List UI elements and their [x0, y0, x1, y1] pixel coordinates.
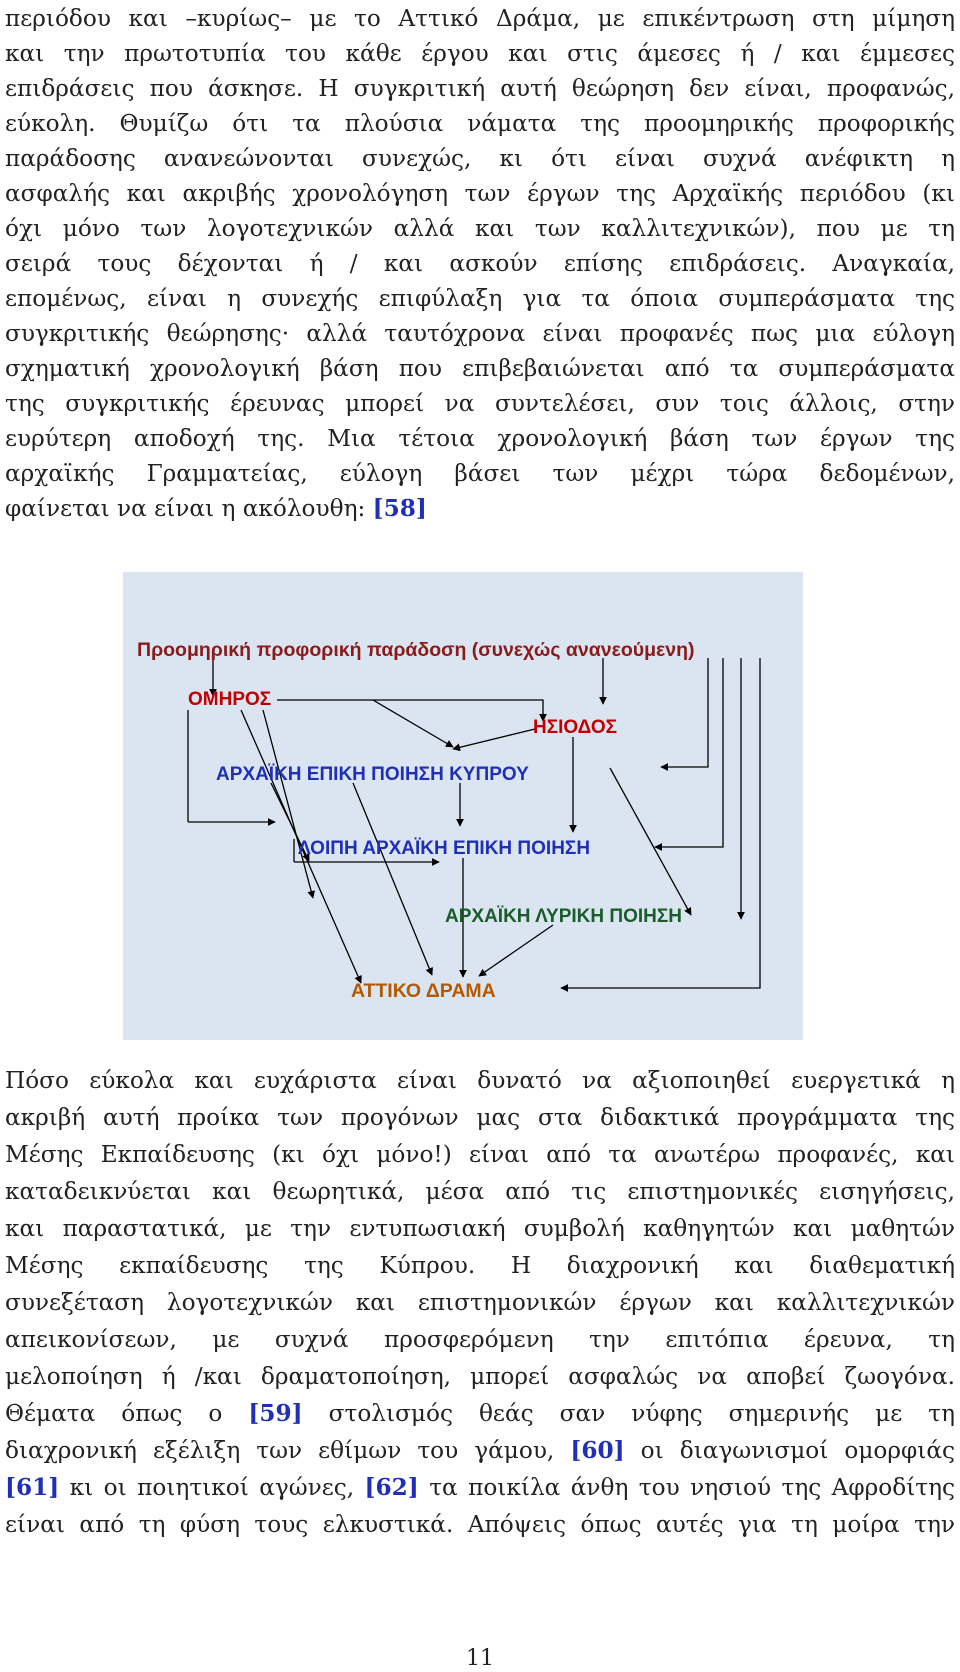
arrow-hesiod-lyric: [610, 768, 691, 915]
text-span: στολισμός θεάς σαν νύφης σημερινής με τη: [302, 1400, 955, 1427]
arrow-tradition-cyprus: [661, 658, 708, 767]
footnote-ref-59[interactable]: [59]: [248, 1400, 303, 1427]
text-span: Θέματα όπως ο: [5, 1400, 249, 1427]
text-line: [5, 1395, 955, 1433]
text-line: Μέσης εκπαίδευσης της Κύπρου. Η διαχρονική και διαθεματική: [5, 1252, 955, 1279]
arrow-cyprus-drama: [353, 783, 432, 975]
arrow-homer-lyric: [263, 710, 313, 898]
node-drama: ΑΤΤΙΚΟ ΔΡΑΜΑ: [351, 980, 496, 1002]
text-line: επιδράσεις που άσκησε. Η συγκριτική αυτή θεώρηση δεν είναι, προφανώς,: [5, 75, 955, 102]
text-line: της συγκριτικής έρευνας μπορεί να συντελέσει, συν τοις άλλοις, στην: [5, 390, 955, 417]
text-span: οι διαγωνισμοί ομορφιάς: [624, 1437, 955, 1464]
text-line: και παραστατικά, με την εντυπωσιακή συμβολή καθηγητών και μαθητών: [5, 1215, 955, 1242]
node-homer: ΟΜΗΡΟΣ: [188, 689, 272, 710]
arrow-hesiod-cyprus: [453, 729, 535, 749]
node-cyprus-epic: ΑΡΧΑΪΚΗ ΕΠΙΚΗ ΠΟΙΗΣΗ ΚΥΠΡΟΥ: [216, 764, 529, 785]
text-line: είναι από τη φύση τους ελκυστικά. Απόψεις όπως αυτές για τη μοίρα την: [5, 1511, 955, 1538]
text-line: [5, 1469, 955, 1507]
arrow-tradition-other-epic: [655, 658, 723, 847]
footnote-ref-61[interactable]: [61]: [5, 1474, 60, 1501]
text-line: περιόδου και –κυρίως– με το Αττικό Δράμα, με επικέντρωση στη μίμηση: [5, 5, 955, 32]
text-line: [5, 1432, 955, 1470]
text-span: τα ποικίλα άνθη του νησιού της Αφροδίτης: [418, 1474, 955, 1501]
text-line: παράδοσης ανανεώνονται συνεχώς, κι ότι είναι συχνά ανέφικτη η: [5, 145, 955, 172]
text-line: συγκριτικής θεώρησης· αλλά ταυτόχρονα είναι προφανές πως μια εύλογη: [5, 320, 955, 347]
text-line: επομένως, είναι η συνεχής επιφύλαξη για τα όποια συμπεράσματα της: [5, 285, 955, 312]
text-line: καταδεικνύεται και θεωρητικά, μέσα από τις επιστημονικές εισηγήσεις,: [5, 1178, 955, 1205]
diagram-canvas: [123, 572, 803, 1040]
arrow-lyric-drama: [479, 925, 553, 976]
text-line: ευρύτερη αποδοχή της. Μια τέτοια χρονολογική βάση των έργων της: [5, 425, 955, 452]
node-hesiod: ΗΣΙΟΔΟΣ: [533, 717, 617, 738]
text-span: διαχρονική εξέλιξη των εθίμων του γάμου,: [5, 1437, 571, 1464]
text-line: μελοποίηση ή /και δραματοποίηση, μπορεί ασφαλώς να αποβεί ζωογόνα.: [5, 1363, 955, 1390]
footnote-ref-58[interactable]: [58]: [372, 495, 427, 522]
footnote-ref-62[interactable]: [62]: [364, 1474, 419, 1501]
text-line: ακριβή αυτή προίκα των προγόνων μας στα διδακτικά προγράμματα της: [5, 1104, 955, 1131]
text-line: Μέσης Εκπαίδευσης (κι όχι μόνο!) είναι από τα ανωτέρω προφανές, και: [5, 1141, 955, 1168]
text-line: συνεξέταση λογοτεχνικών και επιστημονικών έργων και καλλιτεχνικών: [5, 1289, 955, 1316]
text-line: ασφαλής και ακριβής χρονολόγηση των έργων της Αρχαϊκής περιόδου (κι: [5, 180, 955, 207]
text-line: Πόσο εύκολα και ευχάριστα είναι δυνατό να αξιοποιηθεί ευεργετικά η: [5, 1067, 955, 1094]
text-line: σειρά τους δέχονται ή / και ασκούν επίσης επιδράσεις. Αναγκαία,: [5, 250, 955, 277]
text-line: απεικονίσεων, με συχνά προσφερόμενη την επιτόπια έρευνα, τη: [5, 1326, 955, 1353]
text-line: [5, 490, 955, 528]
text-line: σχηματική χρονολογική βάση που επιβεβαιώνεται από τα συμπεράσματα: [5, 355, 955, 382]
arrow-homer-cyprus: [373, 700, 453, 747]
text-line: εύκολη. Θυμίζω ότι τα πλούσια νάματα της προομηρικής προφορικής: [5, 110, 955, 137]
page-number: 11: [466, 1646, 494, 1671]
text-line: όχι μόνο των λογοτεχνικών αλλά και των καλλιτεχνικών), που με τη: [5, 215, 955, 242]
chronology-diagram: [123, 572, 803, 1040]
text-span: κι οι ποιητικοί αγώνες,: [59, 1474, 365, 1501]
text-span: φαίνεται να είναι η ακόλουθη:: [5, 495, 373, 522]
footnote-ref-60[interactable]: [60]: [570, 1437, 625, 1464]
node-lyric: ΑΡΧΑΪΚΗ ΛΥΡΙΚΗ ΠΟΙΗΣΗ: [445, 906, 682, 927]
text-line: και την πρωτοτυπία του κάθε έργου και στις άμεσες ή / και έμμεσες: [5, 40, 955, 67]
node-tradition: Προομηρική προφορική παράδοση (συνεχώς ανανεούμενη): [137, 639, 695, 661]
diagram-connectors: [188, 658, 760, 988]
node-other-epic: ΛΟΙΠΗ ΑΡΧΑΪΚΗ ΕΠΙΚΗ ΠΟΙΗΣΗ: [298, 838, 591, 859]
arrow-tradition-drama: [561, 658, 760, 988]
arrow-homer-hesiod: [277, 700, 543, 721]
text-line: αρχαϊκής Γραμματείας, εύλογη βάσει των μέχρι τώρα δεδομένων,: [5, 460, 955, 487]
